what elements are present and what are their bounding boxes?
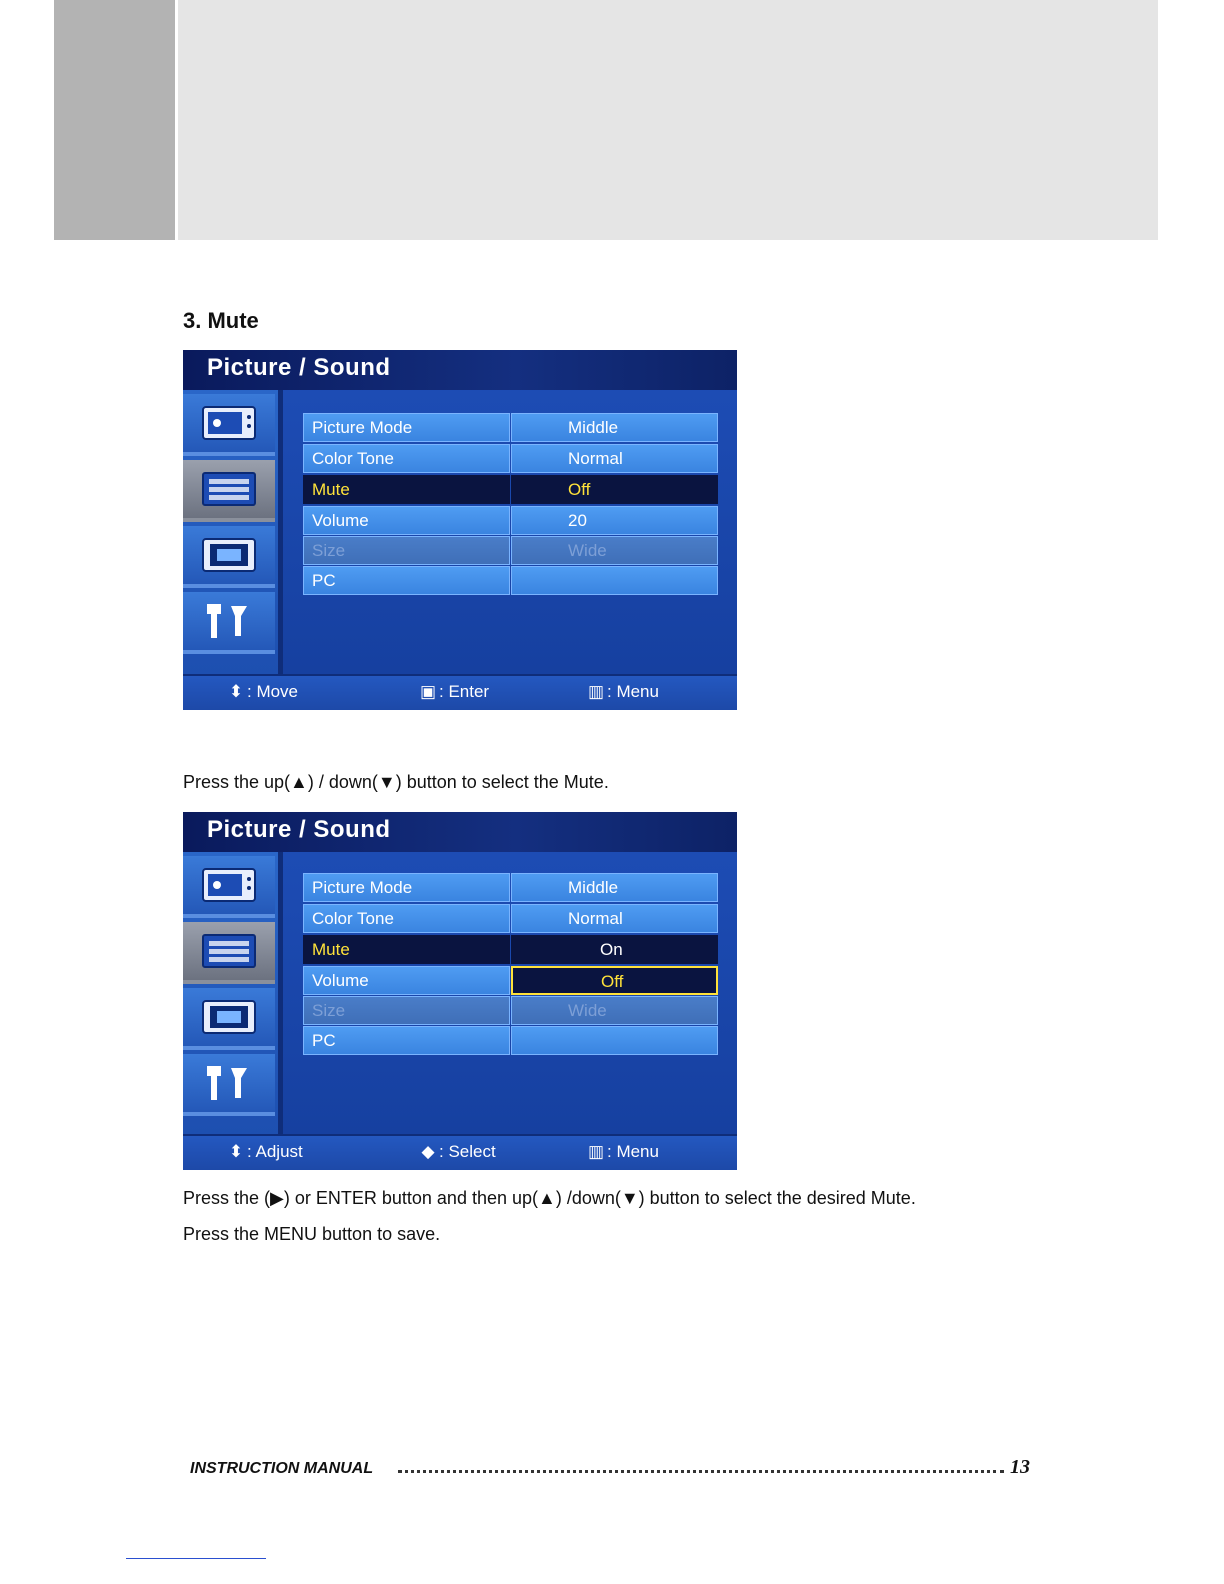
sound-icon — [201, 932, 257, 970]
menu-row-mute[interactable] — [303, 475, 718, 504]
osd-panel-divider — [278, 390, 283, 674]
osd-screenshot-2 — [183, 812, 737, 1170]
sidebar-item-picture[interactable] — [183, 856, 275, 918]
footer-move-hint — [227, 682, 298, 702]
menu-value: Off — [511, 475, 718, 504]
footer-select-label: : Select — [439, 1142, 496, 1161]
menu-label: Size — [303, 996, 510, 1025]
osd-title: Picture / Sound — [207, 816, 391, 843]
osd-title: Picture / Sound — [207, 354, 391, 381]
menu-icon: ▥ — [587, 1142, 605, 1161]
menu-label: Mute — [303, 935, 510, 964]
footer-select-hint — [419, 1142, 496, 1162]
screen-icon — [201, 998, 257, 1036]
up-down-icon: ⬍ — [228, 1142, 244, 1161]
caption-select-mute: Press the up(▲) / down(▼) button to select the Mute. — [183, 772, 609, 792]
menu-row-picture-mode[interactable] — [303, 873, 718, 902]
footer-enter-hint — [419, 682, 489, 702]
menu-label: Size — [303, 536, 510, 565]
header-gray-block — [54, 0, 175, 240]
menu-value: 20 — [511, 506, 718, 535]
caption-save: Press the MENU button to save. — [183, 1224, 441, 1244]
menu-value: Wide — [511, 996, 718, 1025]
osd-footer — [183, 674, 737, 710]
header-banner — [178, 0, 1158, 240]
picture-icon — [201, 866, 257, 904]
menu-row-mute[interactable] — [303, 935, 718, 964]
footer-menu-label: : Menu — [607, 682, 659, 701]
left-right-icon: ◆ — [421, 1142, 435, 1161]
menu-label: Volume — [303, 966, 510, 995]
osd-footer — [183, 1134, 737, 1170]
menu-label: PC — [303, 566, 510, 595]
osd-title-bar — [183, 812, 737, 852]
tools-icon — [201, 602, 257, 640]
sidebar-item-screen[interactable] — [183, 988, 275, 1050]
picture-icon — [201, 404, 257, 442]
menu-row-picture-mode[interactable] — [303, 413, 718, 442]
section-title: 3. Mute — [183, 308, 259, 333]
option-off-selected[interactable]: Off — [511, 966, 718, 995]
footer-manual-label: INSTRUCTION MANUAL — [190, 1460, 374, 1477]
screen-icon — [201, 536, 257, 574]
menu-label: Picture Mode — [303, 413, 510, 442]
menu-row-pc[interactable] — [303, 1026, 718, 1055]
osd-sidebar — [183, 852, 278, 1136]
sidebar-item-tools[interactable] — [183, 592, 275, 654]
menu-label: Volume — [303, 506, 510, 535]
menu-value: Normal — [511, 444, 718, 473]
footer-menu-label: : Menu — [607, 1142, 659, 1161]
menu-row-size — [303, 996, 718, 1025]
footer-move-label: : Move — [247, 682, 299, 701]
footer-menu-hint — [587, 682, 659, 702]
caption-select-desired: Press the (▶) or ENTER button and then up(▲) /down(▼) button to select the desired Mute. — [183, 1188, 916, 1208]
sidebar-item-tools[interactable] — [183, 1054, 275, 1116]
menu-row-pc[interactable] — [303, 566, 718, 595]
menu-label: Mute — [303, 475, 510, 504]
footer-leader-dots — [398, 1470, 1004, 1473]
menu-row-size — [303, 536, 718, 565]
menu-row-color-tone[interactable] — [303, 444, 718, 473]
menu-value: Normal — [511, 904, 718, 933]
sidebar-item-screen[interactable] — [183, 526, 275, 588]
menu-value — [511, 1026, 718, 1055]
menu-value: Middle — [511, 413, 718, 442]
sidebar-item-picture[interactable] — [183, 394, 275, 456]
sound-icon — [201, 470, 257, 508]
footer-menu-hint — [587, 1142, 659, 1162]
menu-value — [511, 566, 718, 595]
option-on[interactable]: On — [511, 935, 718, 964]
menu-value: Wide — [511, 536, 718, 565]
footer-adjust-label: : Adjust — [247, 1142, 303, 1161]
menu-label: Color Tone — [303, 444, 510, 473]
footer-enter-label: : Enter — [439, 682, 490, 701]
page-number: 13 — [1010, 1456, 1030, 1478]
footer-adjust-hint — [227, 1142, 303, 1162]
osd-panel-divider — [278, 852, 283, 1136]
menu-label: Picture Mode — [303, 873, 510, 902]
bottom-rule — [126, 1558, 266, 1559]
menu-row-color-tone[interactable] — [303, 904, 718, 933]
up-down-icon: ⬍ — [228, 682, 244, 701]
enter-icon: ▣ — [419, 682, 437, 701]
menu-label: PC — [303, 1026, 510, 1055]
sidebar-item-sound[interactable] — [183, 922, 275, 984]
tools-icon — [201, 1064, 257, 1102]
menu-row-volume[interactable] — [303, 966, 718, 995]
sidebar-item-sound[interactable] — [183, 460, 275, 522]
osd-sidebar — [183, 390, 278, 674]
menu-icon: ▥ — [587, 682, 605, 701]
osd-title-bar — [183, 350, 737, 390]
menu-label: Color Tone — [303, 904, 510, 933]
osd-screenshot-1 — [183, 350, 737, 710]
menu-value: Middle — [511, 873, 718, 902]
menu-row-volume[interactable] — [303, 506, 718, 535]
